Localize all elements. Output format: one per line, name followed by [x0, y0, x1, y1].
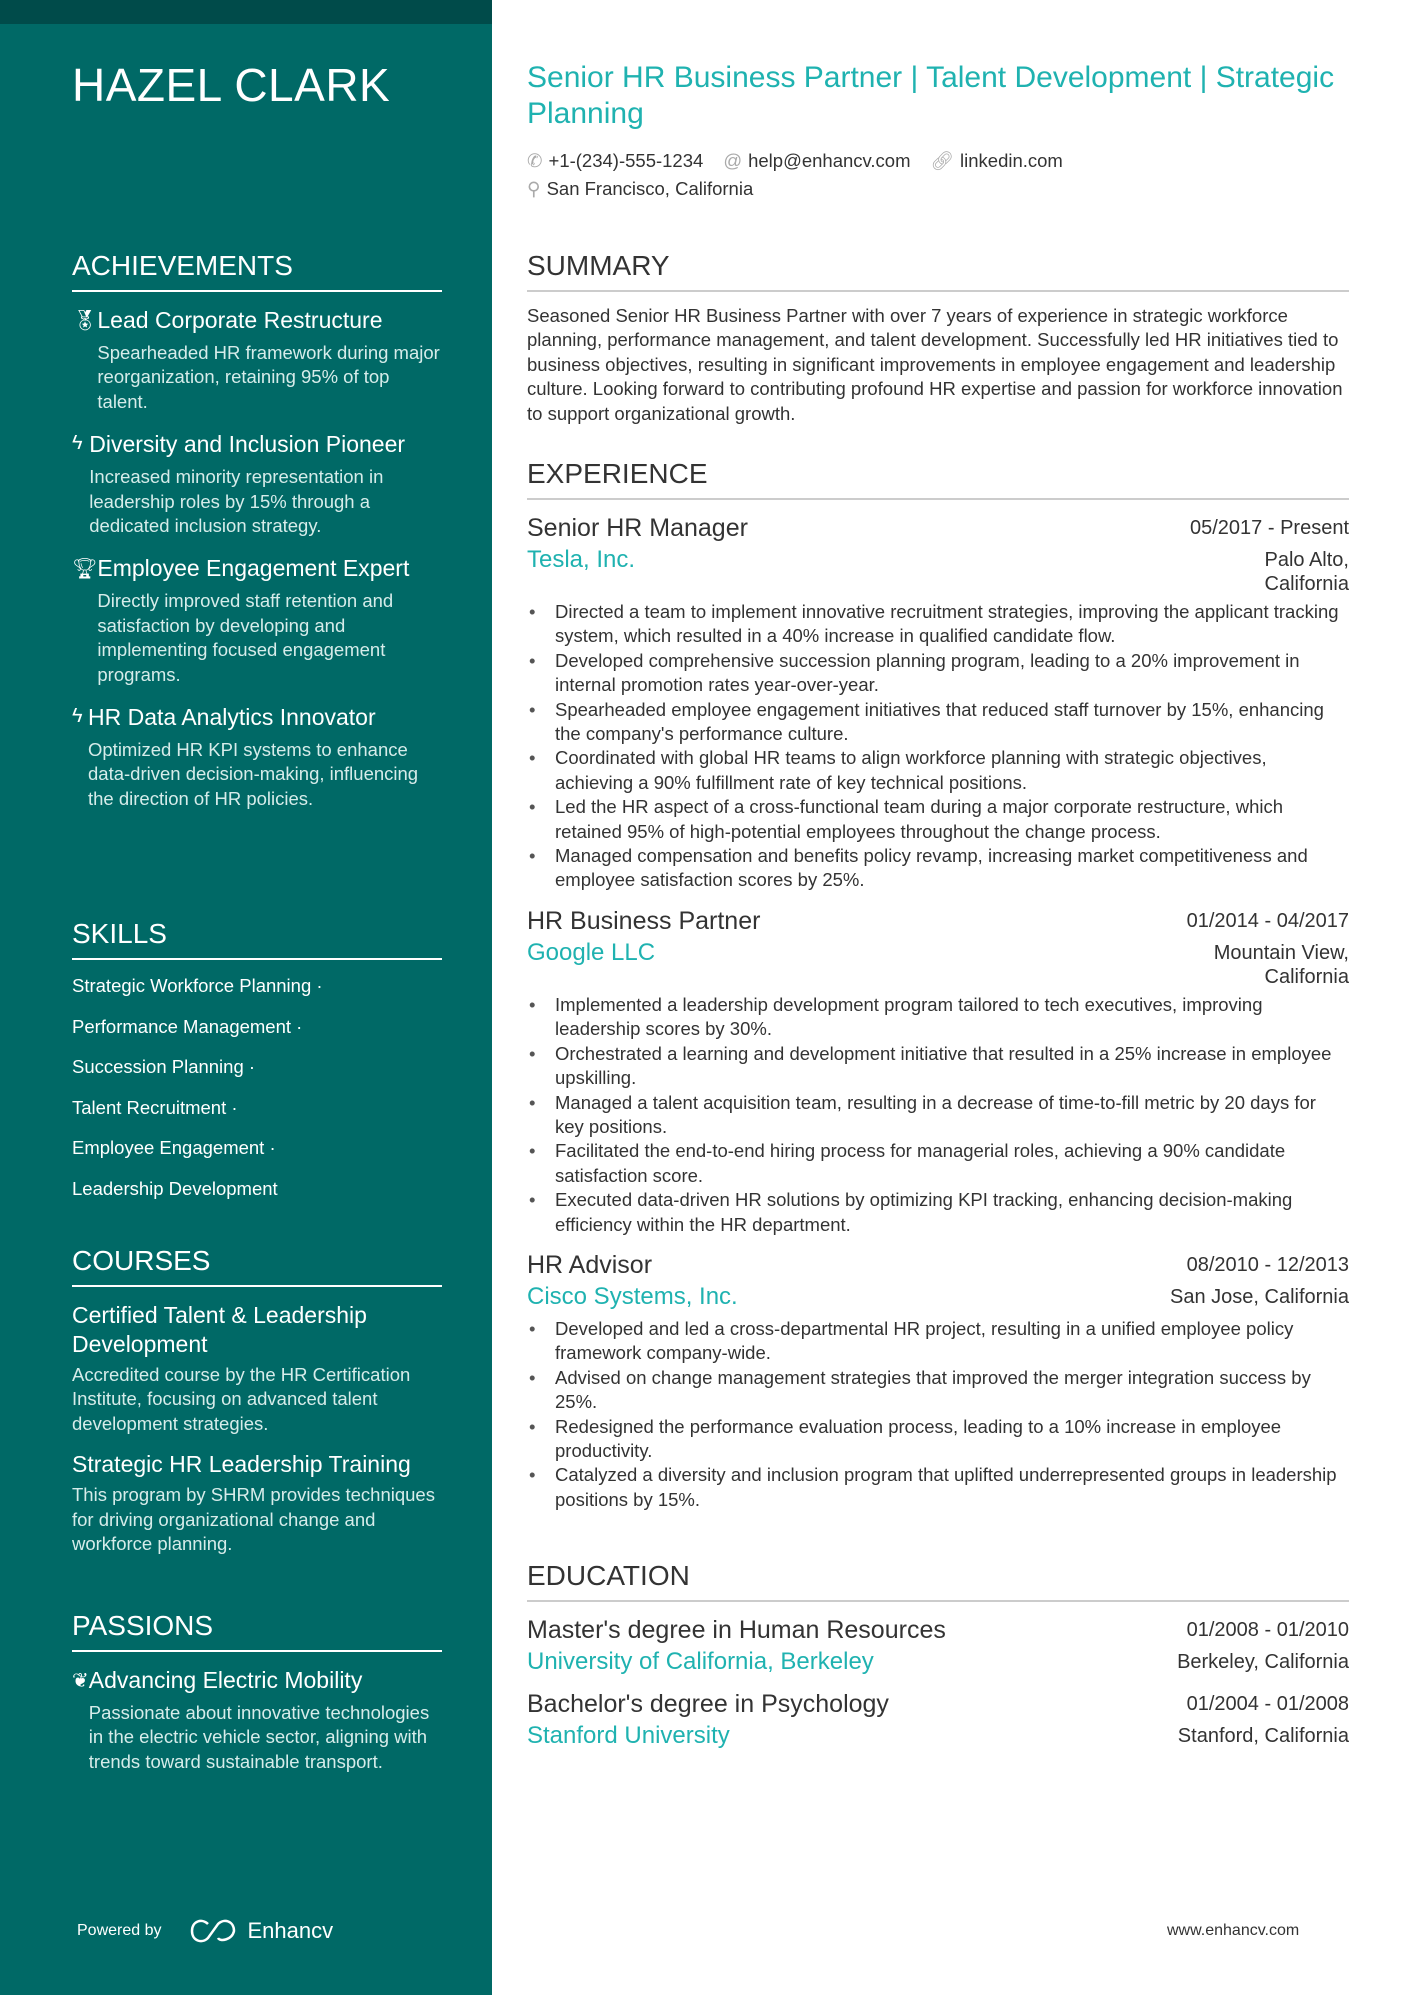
achievement-item	[72, 306, 442, 414]
link-icon: 🔗︎	[930, 150, 955, 171]
achievement-desc: Directly improved staff retention and satisfaction by developing and implementing focused engagement programs.	[97, 590, 394, 685]
job-bullets	[527, 993, 1349, 1237]
achievement-title: Lead Corporate Restructure	[97, 307, 383, 333]
brand-name: Enhancv	[247, 1918, 334, 1943]
headline: Senior HR Business Partner | Talent Development | Strategic Planning	[527, 61, 1335, 130]
education-entry	[527, 1688, 1349, 1752]
company-name[interactable]: Google LLC	[527, 938, 656, 966]
section-heading: ACHIEVEMENTS	[72, 250, 442, 292]
job-location: Mountain View, California	[1213, 941, 1349, 988]
job-bullet: • Led the HR aspect of a cross-functional team during a major corporate restructure, which retained 95% of high-potential employees throughout the change process.	[527, 795, 1349, 844]
job-bullet: • Implemented a leadership development program tailored to tech executives, improving leadership scores by 30%.	[527, 993, 1349, 1042]
job-bullet: • Developed comprehensive succession planning program, leading to a 20% improvement in internal promotion rates year-over-year.	[527, 649, 1349, 698]
at-icon: @	[723, 150, 743, 171]
job-bullets	[527, 1317, 1349, 1512]
job-bullet: • Directed a team to implement innovative recruitment strategies, improving the applicant tracking system, which resulted in a 40% increase in qualified candidate flow.	[527, 600, 1349, 649]
achievement-item	[72, 554, 442, 687]
achievement-title: Diversity and Inclusion Pioneer	[89, 431, 406, 458]
phone-icon: ✆	[527, 150, 543, 171]
company-name[interactable]: Cisco Systems, Inc.	[527, 1282, 738, 1310]
leaf-icon: ❦	[72, 1670, 89, 1692]
job-bullet: • Orchestrated a learning and development initiative that resulted in a 25% increase in employee upskilling.	[527, 1042, 1349, 1091]
education-entry	[527, 1614, 1349, 1678]
section-heading: PASSIONS	[72, 1610, 442, 1652]
enhancv-logo-icon	[190, 1918, 236, 1944]
bolt-icon: ϟ	[72, 432, 83, 455]
job-bullet: • Catalyzed a diversity and inclusion program that uplifted underrepresented groups in leadership positions by 15%.	[527, 1463, 1349, 1512]
job-bullet: • Managed a talent acquisition team, resulting in a decrease of time-to-fill metric by 20 days for key positions.	[527, 1091, 1349, 1140]
job-title: HR Advisor	[527, 1250, 653, 1279]
skill-item: Performance Management ·	[72, 1015, 303, 1037]
achievement-title: Employee Engagement Expert	[97, 555, 410, 582]
degree: Bachelor's degree in Psychology	[527, 1690, 889, 1718]
job-title: HR Business Partner	[527, 906, 761, 935]
edu-dates: 01/2008 - 01/2010	[1186, 1619, 1349, 1641]
powered-by-label: Powered by	[77, 1922, 162, 1939]
award-icon: 🏅︎	[72, 310, 98, 332]
courses-section	[72, 1245, 442, 1570]
job-location: San Jose, California	[1170, 1285, 1349, 1308]
job-entry	[527, 905, 1349, 1237]
job-bullet: • Developed and led a cross-departmental HR project, resulting in a unified employee policy framework company-wide.	[527, 1317, 1349, 1366]
edu-dates: 01/2004 - 01/2008	[1186, 1693, 1349, 1715]
summary-section	[527, 250, 1349, 426]
job-bullet: • Executed data-driven HR solutions by optimizing KPI tracking, enhancing decision-making efficiency within the HR department.	[527, 1188, 1349, 1237]
bolt-icon: ϟ	[72, 705, 83, 728]
location-text: San Francisco, California	[546, 178, 754, 199]
job-bullet: • Redesigned the performance evaluation process, leading to a 10% increase in employee productivity.	[527, 1415, 1349, 1464]
course-item	[72, 1450, 442, 1556]
skill-item: Strategic Workforce Planning ·	[72, 975, 323, 996]
course-desc: This program by SHRM provides techniques for driving organizational change and workforce planning.	[72, 1484, 435, 1555]
skill-item: Employee Engagement ·	[72, 1137, 276, 1158]
achievement-desc: Spearheaded HR framework during major reorganization, retaining 95% of top talent.	[97, 342, 440, 412]
company-name[interactable]: Tesla, Inc.	[527, 546, 636, 573]
link-text: linkedin.com	[960, 150, 1063, 171]
skill-item: Talent Recruitment ·	[72, 1096, 238, 1118]
achievement-title: HR Data Analytics Innovator	[88, 704, 376, 731]
phone-text: +1-(234)-555-1234	[548, 150, 704, 171]
job-title: Senior HR Manager	[527, 514, 748, 542]
achievement-desc: Optimized HR KPI systems to enhance data-driven decision-making, influencing the direction of HR policies.	[88, 739, 419, 809]
course-item	[72, 1301, 442, 1436]
school-name[interactable]: Stanford University	[527, 1722, 730, 1749]
enhancv-logo[interactable]	[190, 1918, 334, 1944]
skills-section	[72, 918, 442, 1217]
education-section	[527, 1560, 1349, 1762]
passion-item	[72, 1666, 442, 1774]
degree: Master's degree in Human Resources	[527, 1616, 946, 1644]
website-footer[interactable]: www.enhancv.com	[1167, 1922, 1300, 1939]
job-bullet: • Advised on change management strategies that improved the merger integration success by 25%.	[527, 1366, 1349, 1415]
section-heading: EDUCATION	[527, 1560, 1349, 1602]
school-name[interactable]: University of California, Berkeley	[527, 1648, 874, 1675]
course-title: Certified Talent & Leadership Development	[72, 1302, 367, 1357]
experience-section	[527, 458, 1349, 1524]
summary-text: Seasoned Senior HR Business Partner with over 7 years of experience in strategic workforce planning, performance management, and talent development. Successfully led HR initiatives tied to business objectives, resulting in significant improvements in employee engagement and leadership culture. Looking forward to contributing profound HR expertise and passion for workforce innovation to support organizational growth.	[527, 305, 1343, 424]
skill-item: Succession Planning ·	[72, 1056, 256, 1077]
job-bullet: • Managed compensation and benefits policy revamp, increasing market competitiveness and employee satisfaction scores by 25%.	[527, 844, 1349, 893]
powered-by	[77, 1918, 333, 1944]
job-bullets	[527, 600, 1349, 893]
edu-location: Berkeley, California	[1177, 1651, 1349, 1673]
job-dates: 05/2017 - Present	[1190, 517, 1349, 539]
achievement-desc: Increased minority representation in leadership roles by 15% through a dedicated inclusion strategy.	[89, 466, 384, 537]
skill-item: Leadership Development	[72, 1177, 278, 1199]
location	[527, 178, 1227, 200]
edu-location: Stanford, California	[1177, 1725, 1349, 1747]
job-dates: 01/2014 - 04/2017	[1186, 909, 1349, 932]
job-dates: 08/2010 - 12/2013	[1186, 1253, 1349, 1276]
website[interactable]	[931, 150, 1063, 172]
job-location: Palo Alto, California	[1264, 549, 1349, 595]
achievement-item	[72, 703, 442, 811]
section-heading: SKILLS	[72, 918, 442, 960]
section-heading: COURSES	[72, 1245, 442, 1287]
passion-desc: Passionate about innovative technologies in the electric vehicle sector, aligning with trends toward sustainable transport.	[88, 1702, 430, 1772]
passions-section	[72, 1610, 442, 1790]
section-heading: EXPERIENCE	[527, 458, 1349, 500]
top-band	[0, 0, 492, 24]
passion-title: Advancing Electric Mobility	[88, 1667, 363, 1693]
achievement-item	[72, 430, 442, 538]
job-bullet: • Spearheaded employee engagement initiatives that reduced staff turnover by 15%, enhancing the company's performance culture.	[527, 698, 1349, 747]
location-pin-icon: ⚲	[527, 178, 541, 199]
course-desc: Accredited course by the HR Certification Institute, focusing on advanced talent development strategies.	[72, 1364, 411, 1434]
section-heading: SUMMARY	[527, 250, 1349, 292]
trophy-icon: 🏆︎	[72, 558, 98, 581]
course-title: Strategic HR Leadership Training	[72, 1451, 411, 1478]
job-entry	[527, 512, 1349, 893]
job-entry	[527, 1249, 1349, 1512]
email-text: help@enhancv.com	[748, 150, 911, 171]
candidate-name: HAZEL CLARK	[72, 59, 391, 111]
phone[interactable]	[527, 150, 703, 172]
sidebar	[0, 0, 492, 1995]
job-bullet: • Facilitated the end-to-end hiring process for managerial roles, achieving a 90% candidate satisfaction score.	[527, 1139, 1349, 1188]
email[interactable]	[723, 150, 910, 172]
achievements-section	[72, 250, 442, 827]
contact-info	[527, 150, 1227, 200]
job-bullet: • Coordinated with global HR teams to align workforce planning with strategic objectives, achieving a 90% fulfillment rate of key technical positions.	[527, 746, 1349, 795]
